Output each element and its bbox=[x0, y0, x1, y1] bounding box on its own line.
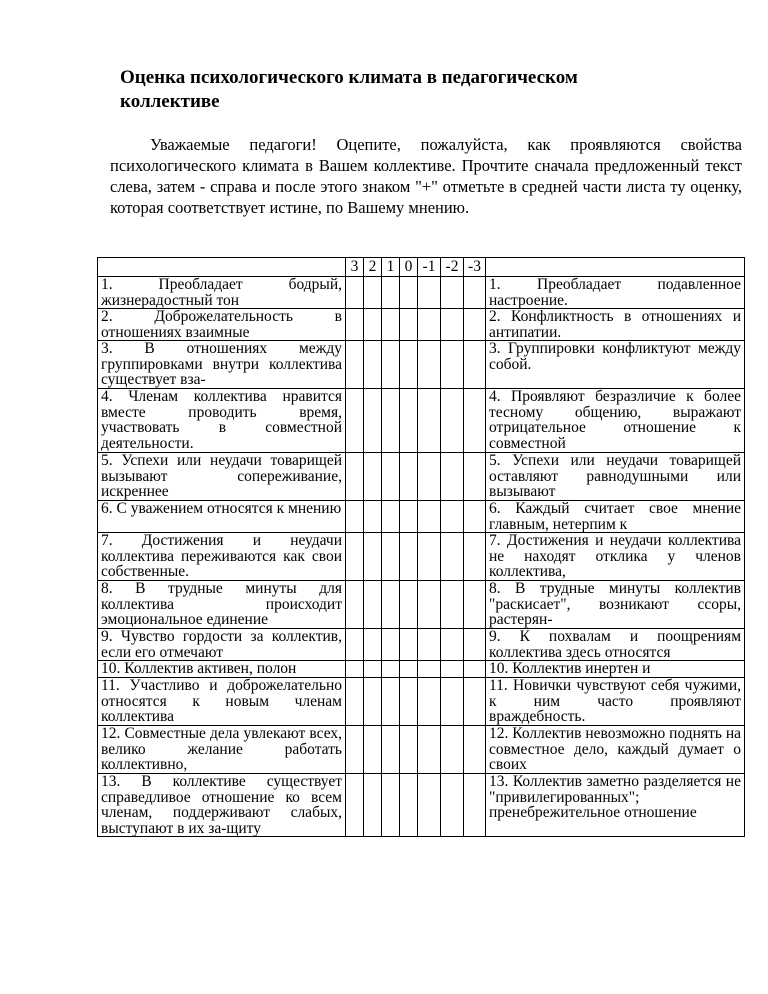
scale-label: -1 bbox=[418, 258, 441, 277]
rating-row bbox=[98, 277, 745, 309]
rating-cell[interactable] bbox=[464, 581, 486, 629]
rating-row bbox=[98, 774, 745, 837]
statement-positive-text: 12. Совместные дела увлекают всех, велико желание работать коллективно, bbox=[101, 726, 342, 773]
rating-form bbox=[97, 257, 744, 857]
statement-negative bbox=[486, 661, 745, 678]
statement-positive-text: 4. Членам коллектива нравится вместе проводить время, участвовать в совместной деятельности. bbox=[101, 389, 342, 452]
rating-cell[interactable] bbox=[364, 726, 382, 774]
statement-negative-text: 12. Коллектив невозможно поднять на совместное дело, каждый думает о своих bbox=[489, 726, 741, 773]
rating-cell[interactable] bbox=[418, 678, 441, 726]
rating-cell[interactable] bbox=[400, 678, 418, 726]
rating-row bbox=[98, 533, 745, 581]
statement-positive bbox=[98, 453, 346, 501]
rating-cell[interactable] bbox=[346, 341, 364, 389]
rating-cell[interactable] bbox=[400, 277, 418, 309]
rating-cell[interactable] bbox=[400, 726, 418, 774]
rating-cell[interactable] bbox=[346, 389, 364, 453]
statement-negative-text: 5. Успехи или неудачи товарищей оставляют равнодушными или вызывают bbox=[489, 453, 741, 500]
rating-cell[interactable] bbox=[418, 661, 441, 678]
rating-row bbox=[98, 629, 745, 661]
rating-cell[interactable] bbox=[441, 533, 464, 581]
rating-cell[interactable] bbox=[400, 629, 418, 661]
rating-cell[interactable] bbox=[400, 774, 418, 837]
statement-positive bbox=[98, 774, 346, 837]
rating-cell[interactable] bbox=[382, 581, 400, 629]
rating-cell[interactable] bbox=[464, 309, 486, 341]
statement-negative bbox=[486, 726, 745, 774]
rating-cell[interactable] bbox=[441, 661, 464, 678]
statement-negative bbox=[486, 341, 745, 389]
scale-label: 1 bbox=[382, 258, 400, 277]
rating-cell[interactable] bbox=[364, 629, 382, 661]
statement-negative bbox=[486, 629, 745, 661]
rating-cell[interactable] bbox=[382, 309, 400, 341]
rating-row bbox=[98, 501, 745, 533]
rating-cell[interactable] bbox=[400, 309, 418, 341]
statement-positive-text: 8. В трудные минуты для коллектива происходит эмоциональное единение bbox=[101, 581, 342, 628]
rating-cell[interactable] bbox=[382, 629, 400, 661]
statement-negative-text: 2. Конфликтность в отношениях и антипатии. bbox=[489, 309, 741, 340]
rating-row bbox=[98, 453, 745, 501]
statement-negative-text: 3. Группировки конфликтуют между собой. bbox=[489, 341, 741, 373]
statement-positive bbox=[98, 581, 346, 629]
statement-positive bbox=[98, 277, 346, 309]
rating-cell[interactable] bbox=[464, 501, 486, 533]
rating-cell[interactable] bbox=[364, 581, 382, 629]
rating-cell[interactable] bbox=[441, 629, 464, 661]
rating-cell[interactable] bbox=[441, 309, 464, 341]
rating-cell[interactable] bbox=[441, 453, 464, 501]
rating-cell[interactable] bbox=[418, 726, 441, 774]
rating-cell[interactable] bbox=[464, 661, 486, 678]
rating-row bbox=[98, 661, 745, 678]
rating-cell[interactable] bbox=[400, 453, 418, 501]
statement-positive-text: 13. В коллективе существует справедливое отношение ко всем членам, поддерживают слабых, выступают в их за-щиту bbox=[101, 774, 342, 836]
rating-cell[interactable] bbox=[346, 661, 364, 678]
scale-label: -3 bbox=[464, 258, 486, 277]
rating-cell[interactable] bbox=[441, 389, 464, 453]
rating-cell[interactable] bbox=[346, 277, 364, 309]
rating-cell[interactable] bbox=[346, 629, 364, 661]
statement-negative bbox=[486, 533, 745, 581]
rating-cell[interactable] bbox=[464, 726, 486, 774]
rating-cell[interactable] bbox=[441, 678, 464, 726]
scale-label: 0 bbox=[400, 258, 418, 277]
statement-negative-text: 7. Достижения и неудачи коллектива не находят отклика у членов коллектива, bbox=[489, 533, 741, 580]
statement-negative bbox=[486, 453, 745, 501]
statement-positive-text: 1. Преобладает бодрый, жизнерадостный тон bbox=[101, 277, 342, 308]
rating-cell[interactable] bbox=[346, 533, 364, 581]
rating-row bbox=[98, 726, 745, 774]
rating-cell[interactable] bbox=[364, 389, 382, 453]
rating-row bbox=[98, 309, 745, 341]
rating-cell[interactable] bbox=[418, 774, 441, 837]
rating-cell[interactable] bbox=[382, 661, 400, 678]
rating-cell[interactable] bbox=[346, 774, 364, 837]
statement-negative-text: 11. Новички чувствуют себя чужими, к ним часто проявляют враждебность. bbox=[489, 678, 741, 725]
statement-negative-text: 6. Каждый считает свое мнение главным, нетерпим к bbox=[489, 501, 741, 532]
rating-cell[interactable] bbox=[382, 277, 400, 309]
rating-row bbox=[98, 389, 745, 453]
statement-positive bbox=[98, 389, 346, 453]
statement-positive bbox=[98, 678, 346, 726]
statement-positive bbox=[98, 341, 346, 389]
rating-cell[interactable] bbox=[382, 501, 400, 533]
statement-negative bbox=[486, 389, 745, 453]
rating-cell[interactable] bbox=[418, 581, 441, 629]
rating-cell[interactable] bbox=[382, 341, 400, 389]
rating-cell[interactable] bbox=[464, 629, 486, 661]
rating-cell[interactable] bbox=[364, 533, 382, 581]
rating-cell[interactable] bbox=[346, 453, 364, 501]
rating-cell[interactable] bbox=[346, 726, 364, 774]
rating-cell[interactable] bbox=[464, 277, 486, 309]
rating-cell[interactable] bbox=[418, 277, 441, 309]
rating-cell[interactable] bbox=[418, 341, 441, 389]
statement-negative bbox=[486, 277, 745, 309]
rating-cell[interactable] bbox=[364, 661, 382, 678]
page-title: Оценка психологического климата в педагогическом коллективе bbox=[120, 67, 578, 112]
rating-cell[interactable] bbox=[418, 389, 441, 453]
rating-cell[interactable] bbox=[382, 774, 400, 837]
statement-positive-text: 6. С уважением относятся к мнению bbox=[101, 501, 342, 517]
statement-positive bbox=[98, 726, 346, 774]
statement-negative-text: 1. Преобладает подавленное настроение. bbox=[489, 277, 741, 308]
rating-cell[interactable] bbox=[364, 453, 382, 501]
statement-positive-text: 2. Доброжелательность в отношениях взаимные bbox=[101, 309, 342, 340]
statement-positive bbox=[98, 501, 346, 533]
statement-negative bbox=[486, 774, 745, 837]
rating-cell[interactable] bbox=[400, 581, 418, 629]
rating-cell[interactable] bbox=[418, 533, 441, 581]
statement-negative-text: 8. В трудные минуты коллектив "раскисает", возникают ссоры, растерян- bbox=[489, 581, 741, 628]
scale-label: -2 bbox=[441, 258, 464, 277]
rating-cell[interactable] bbox=[364, 309, 382, 341]
rating-cell[interactable] bbox=[464, 341, 486, 389]
rating-cell[interactable] bbox=[400, 533, 418, 581]
rating-table bbox=[97, 257, 745, 837]
rating-cell[interactable] bbox=[364, 341, 382, 389]
rating-cell[interactable] bbox=[441, 726, 464, 774]
statement-positive-text: 11. Участливо и доброжелательно относятся к новым членам коллектива bbox=[101, 678, 342, 725]
rating-cell[interactable] bbox=[441, 774, 464, 837]
header-left-blank bbox=[98, 258, 346, 277]
rating-cell[interactable] bbox=[441, 501, 464, 533]
rating-cell[interactable] bbox=[464, 533, 486, 581]
rating-cell[interactable] bbox=[382, 678, 400, 726]
rating-row bbox=[98, 581, 745, 629]
instructions bbox=[110, 134, 742, 218]
rating-cell[interactable] bbox=[464, 774, 486, 837]
statement-positive bbox=[98, 629, 346, 661]
statement-negative bbox=[486, 501, 745, 533]
rating-cell[interactable] bbox=[382, 533, 400, 581]
rating-row bbox=[98, 341, 745, 389]
header-right-blank bbox=[486, 258, 745, 277]
rating-cell[interactable] bbox=[382, 389, 400, 453]
rating-cell[interactable] bbox=[346, 501, 364, 533]
statement-negative-text: 9. К похвалам и поощрениям коллектива здесь относятся bbox=[489, 629, 741, 660]
rating-cell[interactable] bbox=[400, 341, 418, 389]
rating-cell[interactable] bbox=[464, 389, 486, 453]
rating-cell[interactable] bbox=[400, 661, 418, 678]
scale-header-row bbox=[98, 258, 745, 277]
rating-cell[interactable] bbox=[441, 581, 464, 629]
statement-positive-text: 9. Чувство гордости за коллектив, если его отмечают bbox=[101, 629, 342, 660]
statement-positive-text: 7. Достижения и неудачи коллектива переживаются как свои собственные. bbox=[101, 533, 342, 580]
rating-cell[interactable] bbox=[464, 453, 486, 501]
rating-cell[interactable] bbox=[364, 678, 382, 726]
rating-cell[interactable] bbox=[364, 501, 382, 533]
rating-cell[interactable] bbox=[364, 774, 382, 837]
rating-cell[interactable] bbox=[418, 309, 441, 341]
rating-row bbox=[98, 678, 745, 726]
rating-cell[interactable] bbox=[400, 501, 418, 533]
rating-cell[interactable] bbox=[346, 581, 364, 629]
rating-cell[interactable] bbox=[441, 277, 464, 309]
scale-label: 3 bbox=[346, 258, 364, 277]
statement-negative-text: 4. Проявляют безразличие к более тесному общению, выражают отрицательное отношение к совместной bbox=[489, 389, 741, 452]
statement-positive bbox=[98, 533, 346, 581]
rating-cell[interactable] bbox=[364, 277, 382, 309]
rating-cell[interactable] bbox=[346, 309, 364, 341]
statement-positive-text: 10. Коллектив активен, полон bbox=[101, 661, 297, 677]
rating-cell[interactable] bbox=[418, 501, 441, 533]
statement-positive-text: 5. Успехи или неудачи товарищей вызывают сопереживание, искреннее bbox=[101, 453, 342, 500]
rating-cell[interactable] bbox=[418, 453, 441, 501]
statement-negative bbox=[486, 678, 745, 726]
statement-positive bbox=[98, 661, 346, 678]
rating-cell[interactable] bbox=[464, 678, 486, 726]
rating-cell[interactable] bbox=[418, 629, 441, 661]
statement-positive bbox=[98, 309, 346, 341]
rating-cell[interactable] bbox=[382, 453, 400, 501]
statement-negative bbox=[486, 309, 745, 341]
rating-cell[interactable] bbox=[382, 726, 400, 774]
instructions-text: Уважаемые педагоги! Оцепите, пожалуйста, как проявляются свойства психологического климата в Вашем коллективе. Прочтите сначала предложенный текст слева, затем - справа и после этого знаком "+" отметьте в средней части листа ту оценку, которая соответствует истине, по Вашему мнению. bbox=[110, 135, 742, 217]
statement-negative-text: 10. Коллектив инертен и bbox=[489, 661, 651, 677]
statement-positive-text: 3. В отношениях между группировками внутри коллектива существует вза- bbox=[101, 341, 342, 388]
rating-cell[interactable] bbox=[441, 341, 464, 389]
statement-negative bbox=[486, 581, 745, 629]
rating-cell[interactable] bbox=[400, 389, 418, 453]
statement-negative-text: 13. Коллектив заметно разделяется не "привилегированных"; пренебрежительное отношение bbox=[489, 774, 741, 821]
rating-cell[interactable] bbox=[346, 678, 364, 726]
scale-label: 2 bbox=[364, 258, 382, 277]
